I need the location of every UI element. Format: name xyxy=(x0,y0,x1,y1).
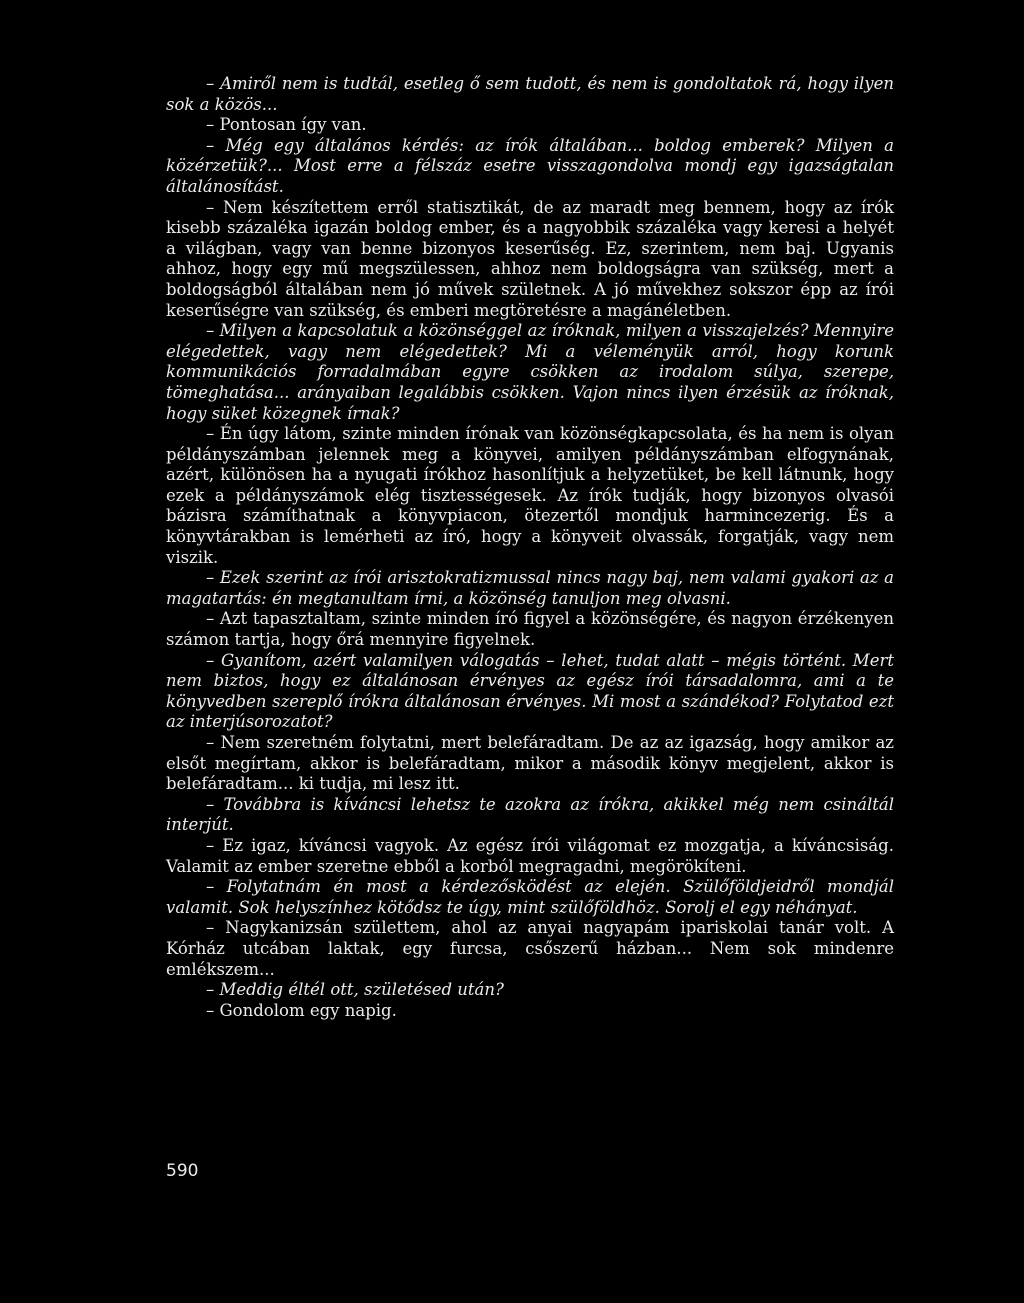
answer-paragraph: – Nem készítettem erről statisztikát, de az maradt meg bennem, hogy az írók kisebb százaléka igazán boldog ember, és a nagyobbik százaléka vagy keresi a helyét a világban, vagy van benne bizonyos keserűség. Ez, szerintem, nem baj. Ugyanis ahhoz, hogy egy mű megszülessen, ahhoz nem boldogságra van szükség, mert a boldogságból általában nem jó művek születnek. A jó művekhez sokszor épp az írói keserűségre van szükség, és emberi megtöretésre a magánéletben. xyxy=(166,197,894,320)
answer-paragraph: – Pontosan így van. xyxy=(206,115,367,135)
question-paragraph: – Folytatnám én most a kérdezősködést az elején. Szülőföldjeidről mondjál valamit. Sok helyszínhez kötődsz te úgy, mint szülőföldhöz. Sorolj el egy néhányat. xyxy=(166,877,894,917)
question-paragraph: – Amiről nem is tudtál, esetleg ő sem tudott, és nem is gondoltatok rá, hogy ilyen sok a közös... xyxy=(166,74,894,114)
answer-paragraph: – Nem szeretném folytatni, mert belefáradtam. De az az igazság, hogy amikor az elsőt megírtam, akkor is belefáradtam, mikor a második könyv megjelent, akkor is belefáradtam... ki tudja, mi lesz itt. xyxy=(166,733,894,794)
answer-paragraph: – Gondolom egy napig. xyxy=(206,1000,397,1020)
answer-paragraph: – Én úgy látom, szinte minden írónak van közönségkapcsolata, és ha nem is olyan példányszámban jelennek meg a könyvei, amilyen példányszámban elfogynának, azért, különösen ha a nyugati írókhoz hasonlítjuk a helyzetüket, be kell látnunk, hogy ezek a példányszámok elég tisztességesek. Az írók tudják, hogy bizonyos olvasói bázisra számíthatnak a könyvpiacon, ötezertől mondjuk harmincezerig. És a könyvtárakban is lemérheti az író, hogy a könyveit olvassák, forgatják, vagy nem viszik. xyxy=(166,424,894,567)
question-paragraph: – Továbbra is kíváncsi lehetsz te azokra az írókra, akikkel még nem csináltál interjút. xyxy=(166,794,894,835)
page-text xyxy=(166,74,894,1021)
question-paragraph: – Milyen a kapcsolatuk a közönséggel az íróknak, milyen a visszajelzés? Mennyire elégedettek, vagy nem elégedettek? Mi a véleményük arról, hogy korunk kommunikációs forradalmában egyre csökken az irodalom súlya, szerepe, tömeghatása... arányaiban legalábbis csökken. Vajon nincs ilyen érzésük az íróknak, hogy süket közegnek írnak? xyxy=(166,321,894,423)
answer-paragraph: – Ez igaz, kíváncsi vagyok. Az egész írói világomat ez mozgatja, a kíváncsiság. Valamit az ember szeretne ebből a korból megragadni, megörökíteni. xyxy=(166,835,894,876)
page-number: 590 xyxy=(166,1161,199,1181)
question-paragraph: – Ezek szerint az írói arisztokratizmussal nincs nagy baj, nem valami gyakori az a magatartás: én megtanultam írni, a közönség tanuljon meg olvasni. xyxy=(166,568,894,608)
answer-paragraph: – Azt tapasztaltam, szinte minden író figyel a közönségére, és nagyon érzékenyen számon tartja, hogy őrá mennyire figyelnek. xyxy=(166,609,894,650)
question-paragraph: – Gyanítom, azért valamilyen válogatás – lehet, tudat alatt – mégis történt. Mert nem biztos, hogy ez általánosan érvényes az egész írói társadalomra, ami a te könyvedben szereplő írókra általánosan érvényes. Mi most a szándékod? Folytatod ezt az interjúsorozatot? xyxy=(166,650,894,732)
question-paragraph: – Meddig éltél ott, születésed után? xyxy=(206,980,504,1000)
answer-paragraph: – Nagykanizsán születtem, ahol az anyai nagyapám ipariskolai tanár volt. A Kórház utcában laktak, egy furcsa, csőszerű házban... Nem sok mindenre emlékszem... xyxy=(166,918,894,979)
question-paragraph: – Még egy általános kérdés: az írók általában... boldog emberek? Milyen a közérzetük?... Most erre a félszáz esetre visszagondolva mondj egy igazságtalan általánosítást. xyxy=(166,135,894,196)
